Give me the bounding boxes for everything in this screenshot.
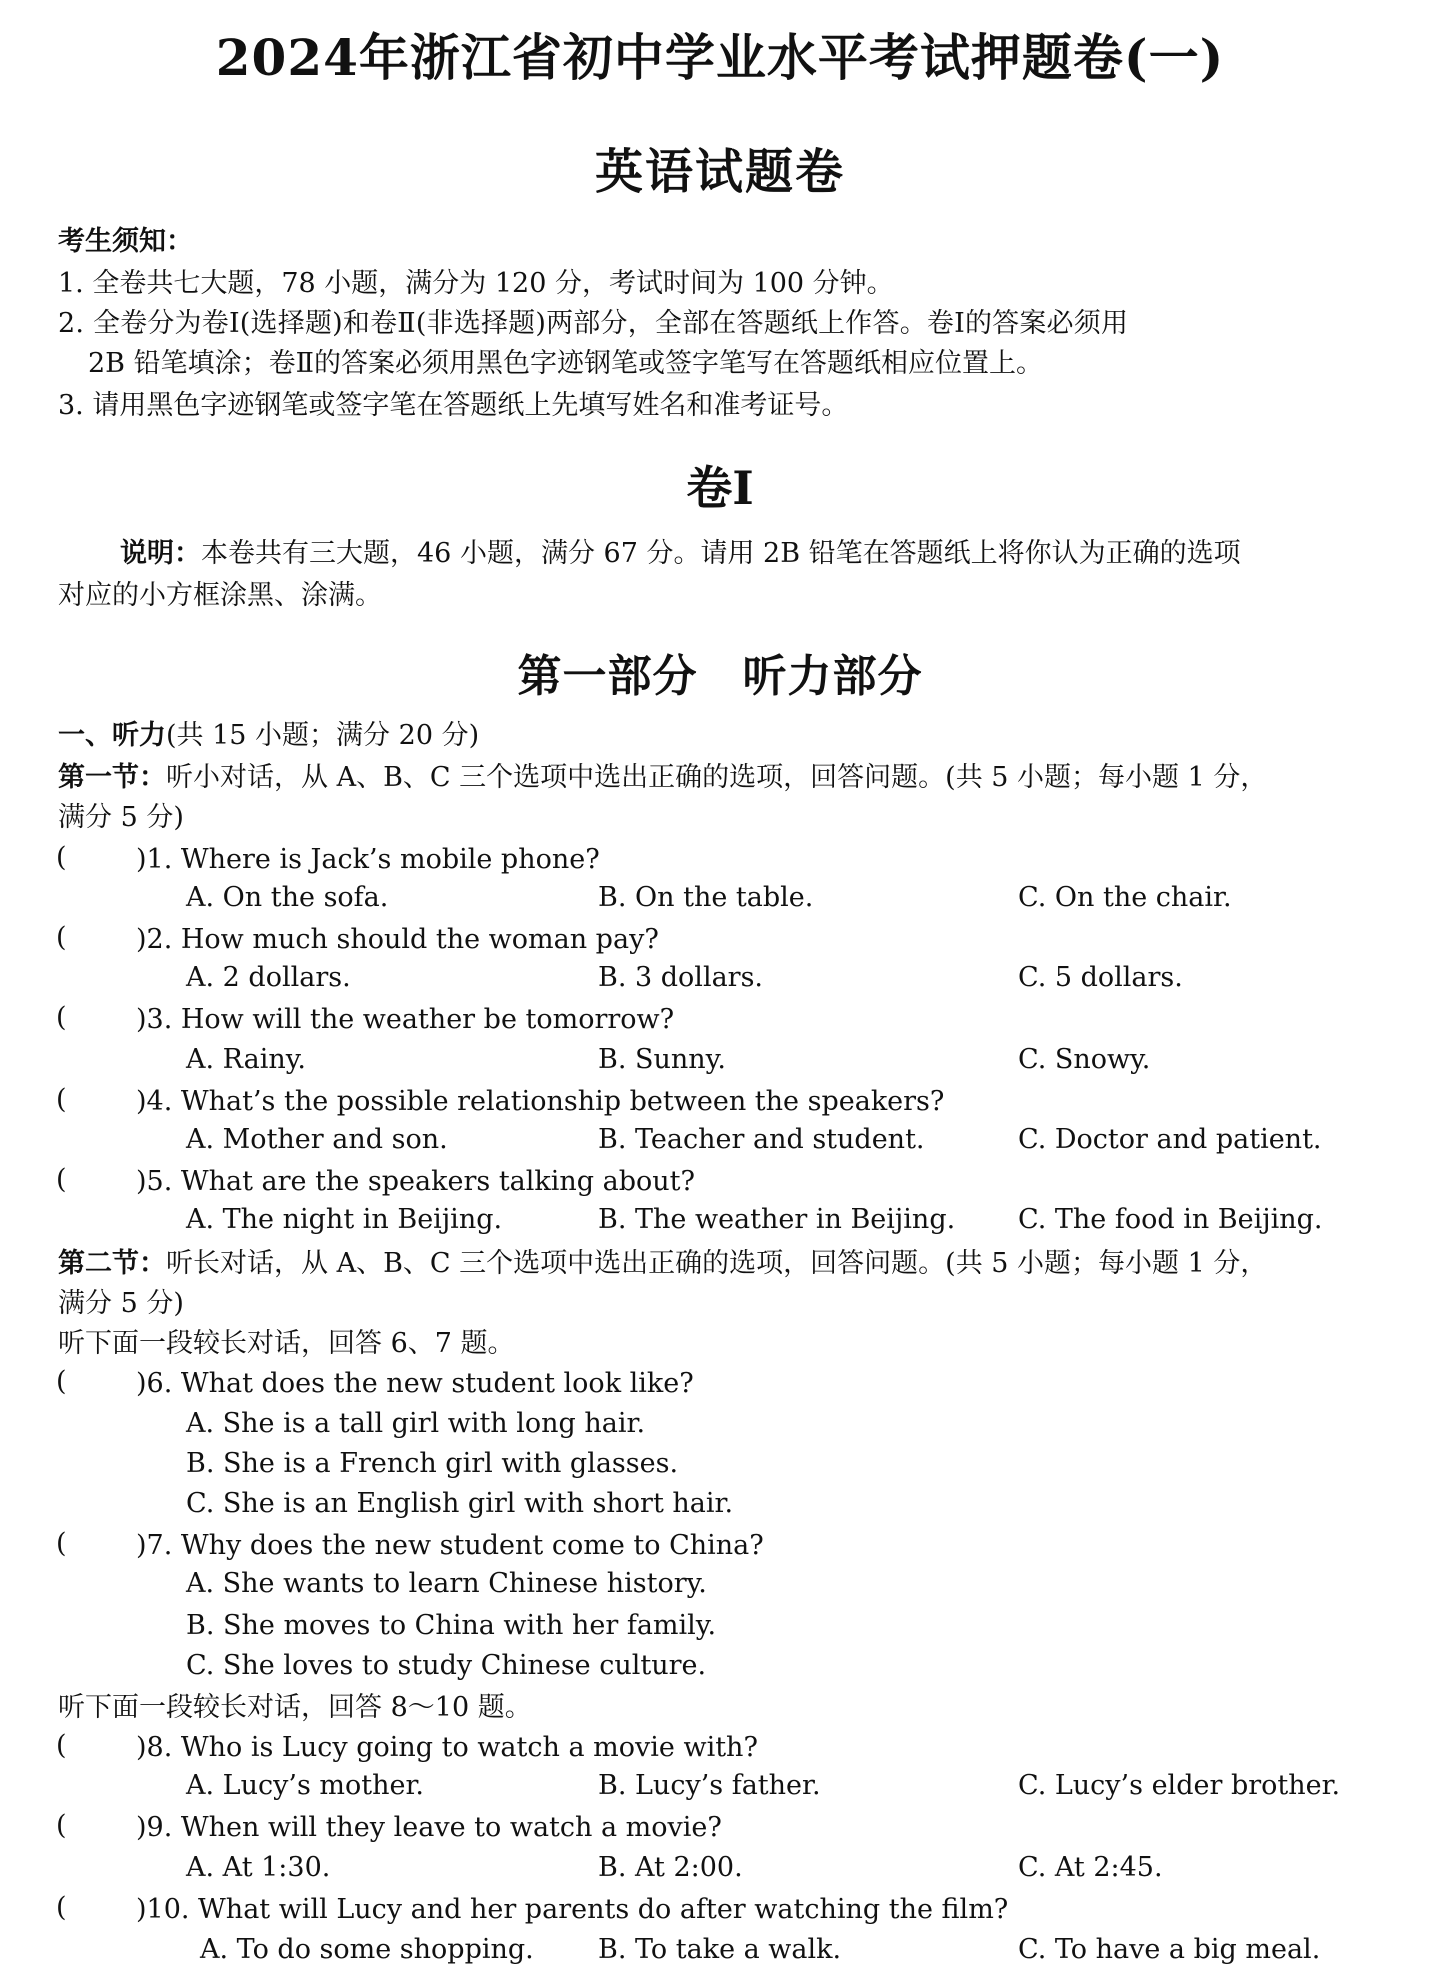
- q8-option-b[interactable]: B. Lucy’s father.: [598, 1770, 821, 1801]
- q9-option-c[interactable]: C. At 2:45.: [1018, 1852, 1163, 1883]
- question-2: )2. How much should the woman pay?: [136, 924, 659, 955]
- question-6: )6. What does the new student look like?: [136, 1368, 694, 1399]
- answer-paren[interactable]: (: [56, 842, 67, 873]
- subsection-1-text: 听小对话，从 A、B、C 三个选项中选出正确的选项，回答问题。(共 5 小题；每小题 1 分，: [166, 762, 1268, 793]
- subsection-2-text: 听长对话，从 A、B、C 三个选项中选出正确的选项，回答问题。(共 5 小题；每小题 1 分，: [166, 1248, 1268, 1279]
- volume-note-text: 本卷共有三大题，46 小题，满分 67 分。请用 2B 铅笔在答题纸上将你认为正确的选项: [201, 538, 1241, 569]
- question-10: )10. What will Lucy and her parents do after watching the film?: [136, 1894, 1009, 1925]
- question-8: )8. Who is Lucy going to watch a movie with?: [136, 1732, 758, 1763]
- dialog-1-intro: 听下面一段较长对话，回答 6、7 题。: [58, 1328, 515, 1359]
- q3-option-c[interactable]: C. Snowy.: [1018, 1044, 1151, 1075]
- volume-label: 卷Ⅰ: [686, 461, 754, 515]
- q10-option-b[interactable]: B. To take a walk.: [598, 1934, 842, 1965]
- subsection-1-cont: 满分 5 分): [58, 802, 184, 833]
- question-1: )1. Where is Jack’s mobile phone?: [136, 844, 600, 875]
- q3-option-b[interactable]: B. Sunny.: [598, 1044, 726, 1075]
- q3-option-a[interactable]: A. Rainy.: [186, 1044, 306, 1075]
- answer-paren[interactable]: (: [56, 1528, 67, 1559]
- q4-option-c[interactable]: C. Doctor and patient.: [1018, 1124, 1322, 1155]
- answer-paren[interactable]: (: [56, 922, 67, 953]
- q7-option-b[interactable]: B. She moves to China with her family.: [186, 1610, 717, 1641]
- q2-option-b[interactable]: B. 3 dollars.: [598, 962, 764, 993]
- answer-paren[interactable]: (: [56, 1810, 67, 1841]
- q1-option-a[interactable]: A. On the sofa.: [186, 882, 389, 913]
- answer-paren[interactable]: (: [56, 1164, 67, 1195]
- section-heading-label: 一、听力: [58, 720, 166, 751]
- q1-option-b[interactable]: B. On the table.: [598, 882, 814, 913]
- question-7: )7. Why does the new student come to China?: [136, 1530, 764, 1561]
- q4-option-b[interactable]: B. Teacher and student.: [598, 1124, 925, 1155]
- q2-option-c[interactable]: C. 5 dollars.: [1018, 962, 1183, 993]
- subsection-2-label: 第二节：: [58, 1248, 166, 1279]
- q8-option-a[interactable]: A. Lucy’s mother.: [186, 1770, 424, 1801]
- answer-paren[interactable]: (: [56, 1084, 67, 1115]
- answer-paren[interactable]: (: [56, 1892, 67, 1923]
- dialog-2-intro: 听下面一段较长对话，回答 8～10 题。: [58, 1692, 532, 1723]
- section-heading-detail: (共 15 小题；满分 20 分): [166, 720, 480, 751]
- q1-option-c[interactable]: C. On the chair.: [1018, 882, 1232, 913]
- q5-option-a[interactable]: A. The night in Beijing.: [186, 1204, 503, 1235]
- volume-note-label: 说明：: [120, 538, 201, 569]
- answer-paren[interactable]: (: [56, 1366, 67, 1397]
- section-heading: [58, 718, 479, 754]
- question-3: )3. How will the weather be tomorrow?: [136, 1004, 675, 1035]
- notice-item-2-cont: 2B 铅笔填涂；卷Ⅱ的答案必须用黑色字迹钢笔或签字笔写在答题纸相应位置上。: [88, 348, 1043, 379]
- answer-paren[interactable]: (: [56, 1730, 67, 1761]
- q7-option-a[interactable]: A. She wants to learn Chinese history.: [186, 1568, 707, 1599]
- q5-option-b[interactable]: B. The weather in Beijing.: [598, 1204, 956, 1235]
- subsection-2: [58, 1246, 1267, 1282]
- q7-option-c[interactable]: C. She loves to study Chinese culture.: [186, 1650, 707, 1681]
- q6-option-a[interactable]: A. She is a tall girl with long hair.: [186, 1408, 646, 1439]
- q10-option-a[interactable]: A. To do some shopping.: [200, 1934, 534, 1965]
- notice-item-3: 3. 请用黑色字迹钢笔或签字笔在答题纸上先填写姓名和准考证号。: [58, 390, 849, 421]
- part-title: 第一部分 听力部分: [517, 651, 923, 702]
- question-9: )9. When will they leave to watch a movie?: [136, 1812, 722, 1843]
- q6-option-b[interactable]: B. She is a French girl with glasses.: [186, 1448, 679, 1479]
- exam-title: 2024年浙江省初中学业水平考试押题卷(一): [215, 28, 1225, 87]
- q5-option-c[interactable]: C. The food in Beijing.: [1018, 1204, 1323, 1235]
- exam-subtitle: 英语试题卷: [594, 144, 845, 200]
- q10-option-c[interactable]: C. To have a big meal.: [1018, 1934, 1321, 1965]
- q2-option-a[interactable]: A. 2 dollars.: [186, 962, 351, 993]
- notice-heading: 考生须知：: [58, 226, 193, 257]
- subsection-1-label: 第一节：: [58, 762, 166, 793]
- subsection-2-cont: 满分 5 分): [58, 1288, 184, 1319]
- q9-option-a[interactable]: A. At 1:30.: [186, 1852, 331, 1883]
- q4-option-a[interactable]: A. Mother and son.: [186, 1124, 448, 1155]
- q9-option-b[interactable]: B. At 2:00.: [598, 1852, 743, 1883]
- question-5: )5. What are the speakers talking about?: [136, 1166, 695, 1197]
- q6-option-c[interactable]: C. She is an English girl with short hair.: [186, 1488, 734, 1519]
- notice-item-2: 2. 全卷分为卷Ⅰ(选择题)和卷Ⅱ(非选择题)两部分，全部在答题纸上作答。卷Ⅰ的答案必须用: [58, 308, 1129, 339]
- notice-item-1: 1. 全卷共七大题，78 小题，满分为 120 分，考试时间为 100 分钟。: [58, 268, 894, 299]
- subsection-1: [58, 760, 1267, 796]
- q8-option-c[interactable]: C. Lucy’s elder brother.: [1018, 1770, 1341, 1801]
- volume-note-cont: 对应的小方框涂黑、涂满。: [58, 580, 382, 611]
- question-4: )4. What’s the possible relationship between the speakers?: [136, 1086, 945, 1117]
- volume-note: [120, 536, 1241, 572]
- answer-paren[interactable]: (: [56, 1002, 67, 1033]
